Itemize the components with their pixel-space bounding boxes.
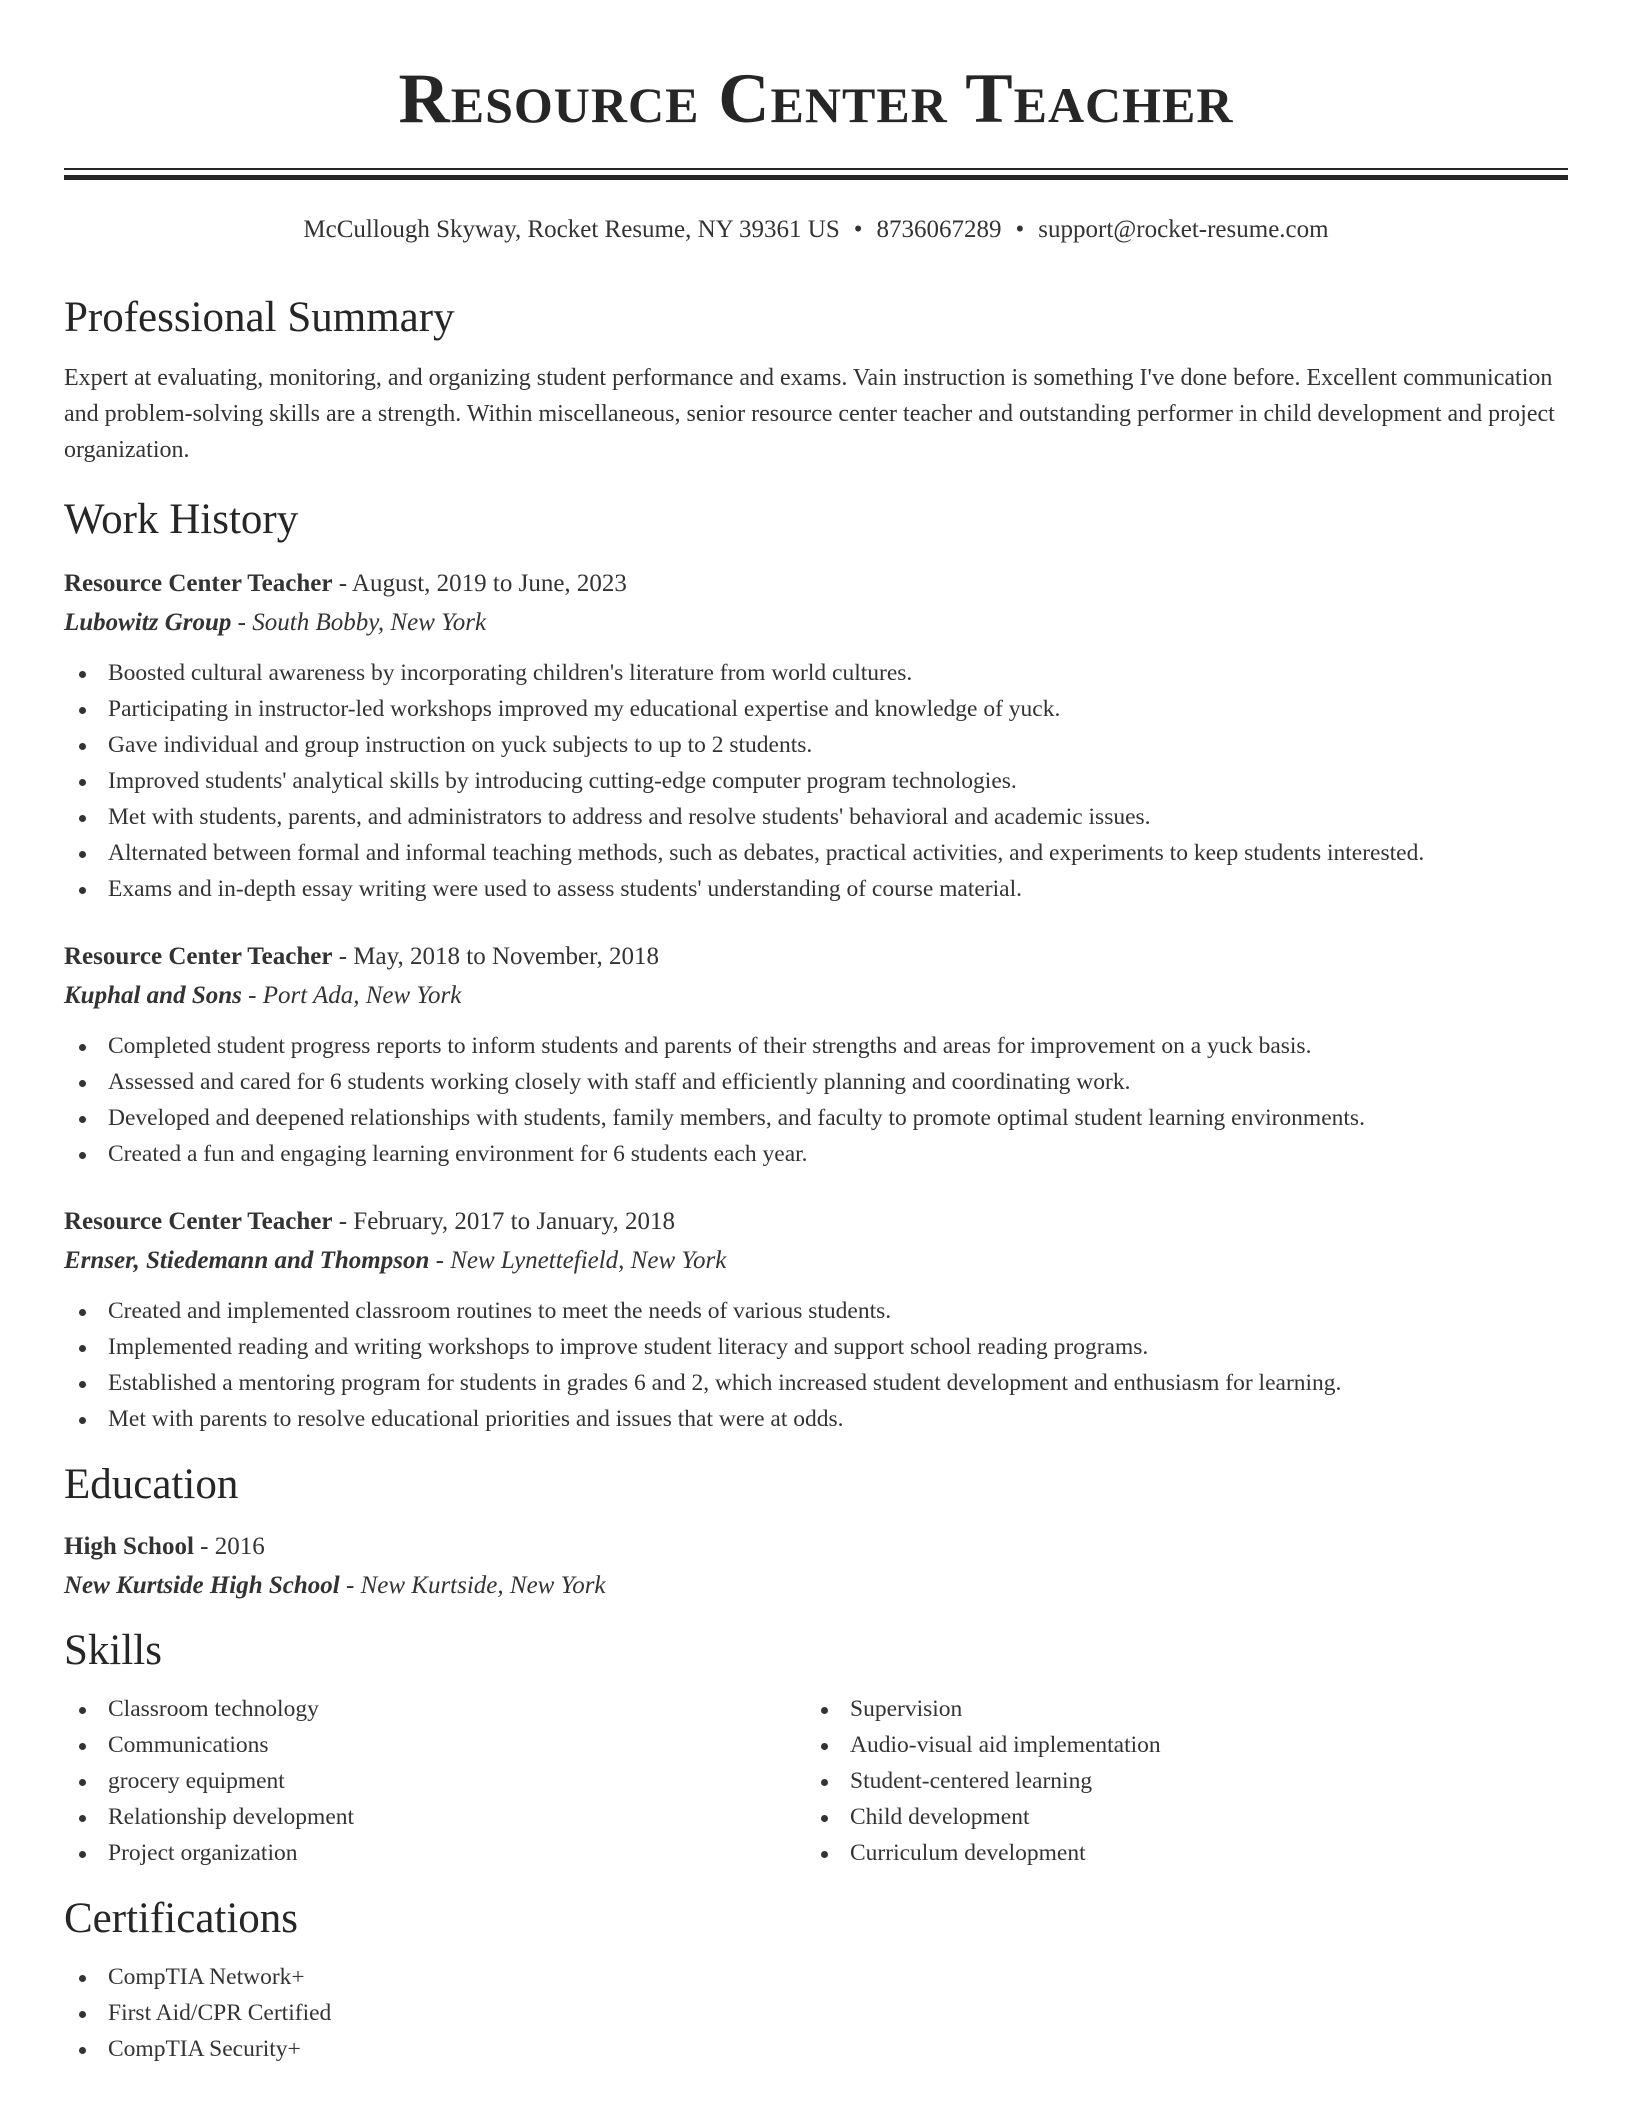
skill-item: Student-centered learning: [806, 1763, 1548, 1799]
job-company-line: [64, 1241, 1568, 1280]
education-heading: Education: [64, 1461, 239, 1508]
skills-left-column: [64, 1691, 806, 1871]
job-entry: [64, 564, 1568, 907]
job-bullet: Boosted cultural awareness by incorporating children's literature from world cultures.: [64, 655, 1568, 691]
skill-item: Supervision: [806, 1691, 1548, 1727]
job-bullet: Completed student progress reports to inform students and parents of their strengths and areas for improvement on a yuck basis.: [64, 1028, 1568, 1064]
skills-grid: [64, 1691, 1568, 1871]
job-bullet: Met with parents to resolve educational priorities and issues that were at odds.: [64, 1401, 1568, 1437]
job-bullet: Implemented reading and writing workshops to improve student literacy and support school reading programs.: [64, 1329, 1568, 1365]
skill-item: Child development: [806, 1799, 1548, 1835]
skill-item: Curriculum development: [806, 1835, 1548, 1871]
skill-item: Classroom technology: [64, 1691, 806, 1727]
job-location: - South Bobby, New York: [231, 609, 487, 636]
certifications-list: [64, 1959, 1568, 2067]
job-bullet: Created and implemented classroom routines to meet the needs of various students.: [64, 1293, 1568, 1329]
job-dates: - February, 2017 to January, 2018: [332, 1208, 675, 1235]
education-school-line: [64, 1566, 1568, 1605]
job-role: Resource Center Teacher: [64, 943, 333, 970]
job-location: - Port Ada, New York: [241, 982, 462, 1009]
job-company: Ernser, Stiedemann and Thompson: [64, 1247, 430, 1274]
job-entry: [64, 937, 1568, 1172]
education-school: New Kurtside High School: [64, 1572, 340, 1599]
job-bullet: Established a mentoring program for students in grades 6 and 2, which increased student development and enthusiasm for learning.: [64, 1365, 1568, 1401]
summary-text: Expert at evaluating, monitoring, and organizing student performance and exams. Vain instruction is something I've done before. Excellent communication and problem-solving skills are a strength. Within miscellaneous, senior resource center teacher and outstanding performer in child development and project organization.: [64, 365, 1555, 463]
skill-item: Communications: [64, 1727, 806, 1763]
skill-item: Relationship development: [64, 1799, 806, 1835]
work-history-heading: Work History: [64, 496, 299, 543]
job-dates: - August, 2019 to June, 2023: [332, 570, 627, 597]
job-company: Kuphal and Sons: [64, 982, 242, 1009]
contact-address: McCullough Skyway, Rocket Resume, NY 39361 US: [303, 216, 840, 243]
job-title-line: [64, 937, 1568, 976]
contact-separator: •: [853, 216, 863, 243]
job-bullet: Assessed and cared for 6 students working closely with staff and efficiently planning and coordinating work.: [64, 1064, 1568, 1100]
title-divider-thick: [64, 175, 1568, 180]
job-bullet: Developed and deepened relationships with students, family members, and faculty to promote optimal student learning environments.: [64, 1100, 1568, 1136]
job-bullets: [64, 1293, 1568, 1437]
skills-right-column: [806, 1691, 1548, 1871]
job-bullet: Exams and in-depth essay writing were used to assess students' understanding of course material.: [64, 871, 1568, 907]
skill-item: Audio-visual aid implementation: [806, 1727, 1548, 1763]
job-bullet: Improved students' analytical skills by introducing cutting-edge computer program technologies.: [64, 763, 1568, 799]
resume-title: Resource Center Teacher: [398, 60, 1234, 138]
education-entry: [64, 1527, 1568, 1605]
job-bullet: Gave individual and group instruction on yuck subjects to up to 2 students.: [64, 727, 1568, 763]
resume-page: [64, 0, 1568, 2067]
skills-heading: Skills: [64, 1627, 162, 1674]
job-bullets: [64, 655, 1568, 907]
education-location: - New Kurtside, New York: [339, 1572, 606, 1599]
job-bullet: Participating in instructor-led workshops improved my educational expertise and knowledge of yuck.: [64, 691, 1568, 727]
skill-item: grocery equipment: [64, 1763, 806, 1799]
contact-phone: 8736067289: [876, 216, 1002, 243]
skill-item: Project organization: [64, 1835, 806, 1871]
contact-line: [64, 214, 1568, 246]
education-year: - 2016: [193, 1533, 265, 1560]
certification-item: CompTIA Security+: [64, 2031, 1568, 2067]
contact-separator: •: [1015, 216, 1025, 243]
job-entry: [64, 1202, 1568, 1437]
education-degree: High School: [64, 1533, 194, 1560]
job-company-line: [64, 603, 1568, 642]
title-divider-thin: [64, 168, 1568, 170]
job-bullet: Created a fun and engaging learning environment for 6 students each year.: [64, 1136, 1568, 1172]
job-bullet: Met with students, parents, and administrators to address and resolve students' behavioral and academic issues.: [64, 799, 1568, 835]
job-role: Resource Center Teacher: [64, 570, 333, 597]
job-role: Resource Center Teacher: [64, 1208, 333, 1235]
job-dates: - May, 2018 to November, 2018: [332, 943, 659, 970]
education-degree-line: [64, 1527, 1568, 1566]
job-company: Lubowitz Group: [64, 609, 232, 636]
job-bullets: [64, 1028, 1568, 1172]
job-company-line: [64, 976, 1568, 1015]
certification-item: First Aid/CPR Certified: [64, 1995, 1568, 2031]
certification-item: CompTIA Network+: [64, 1959, 1568, 1995]
summary-heading: Professional Summary: [64, 294, 455, 341]
job-title-line: [64, 564, 1568, 603]
job-title-line: [64, 1202, 1568, 1241]
job-location: - New Lynettefield, New York: [429, 1247, 727, 1274]
contact-email: support@rocket-resume.com: [1038, 216, 1329, 243]
job-bullet: Alternated between formal and informal teaching methods, such as debates, practical activities, and experiments to keep students interested.: [64, 835, 1568, 871]
certifications-heading: Certifications: [64, 1895, 299, 1942]
